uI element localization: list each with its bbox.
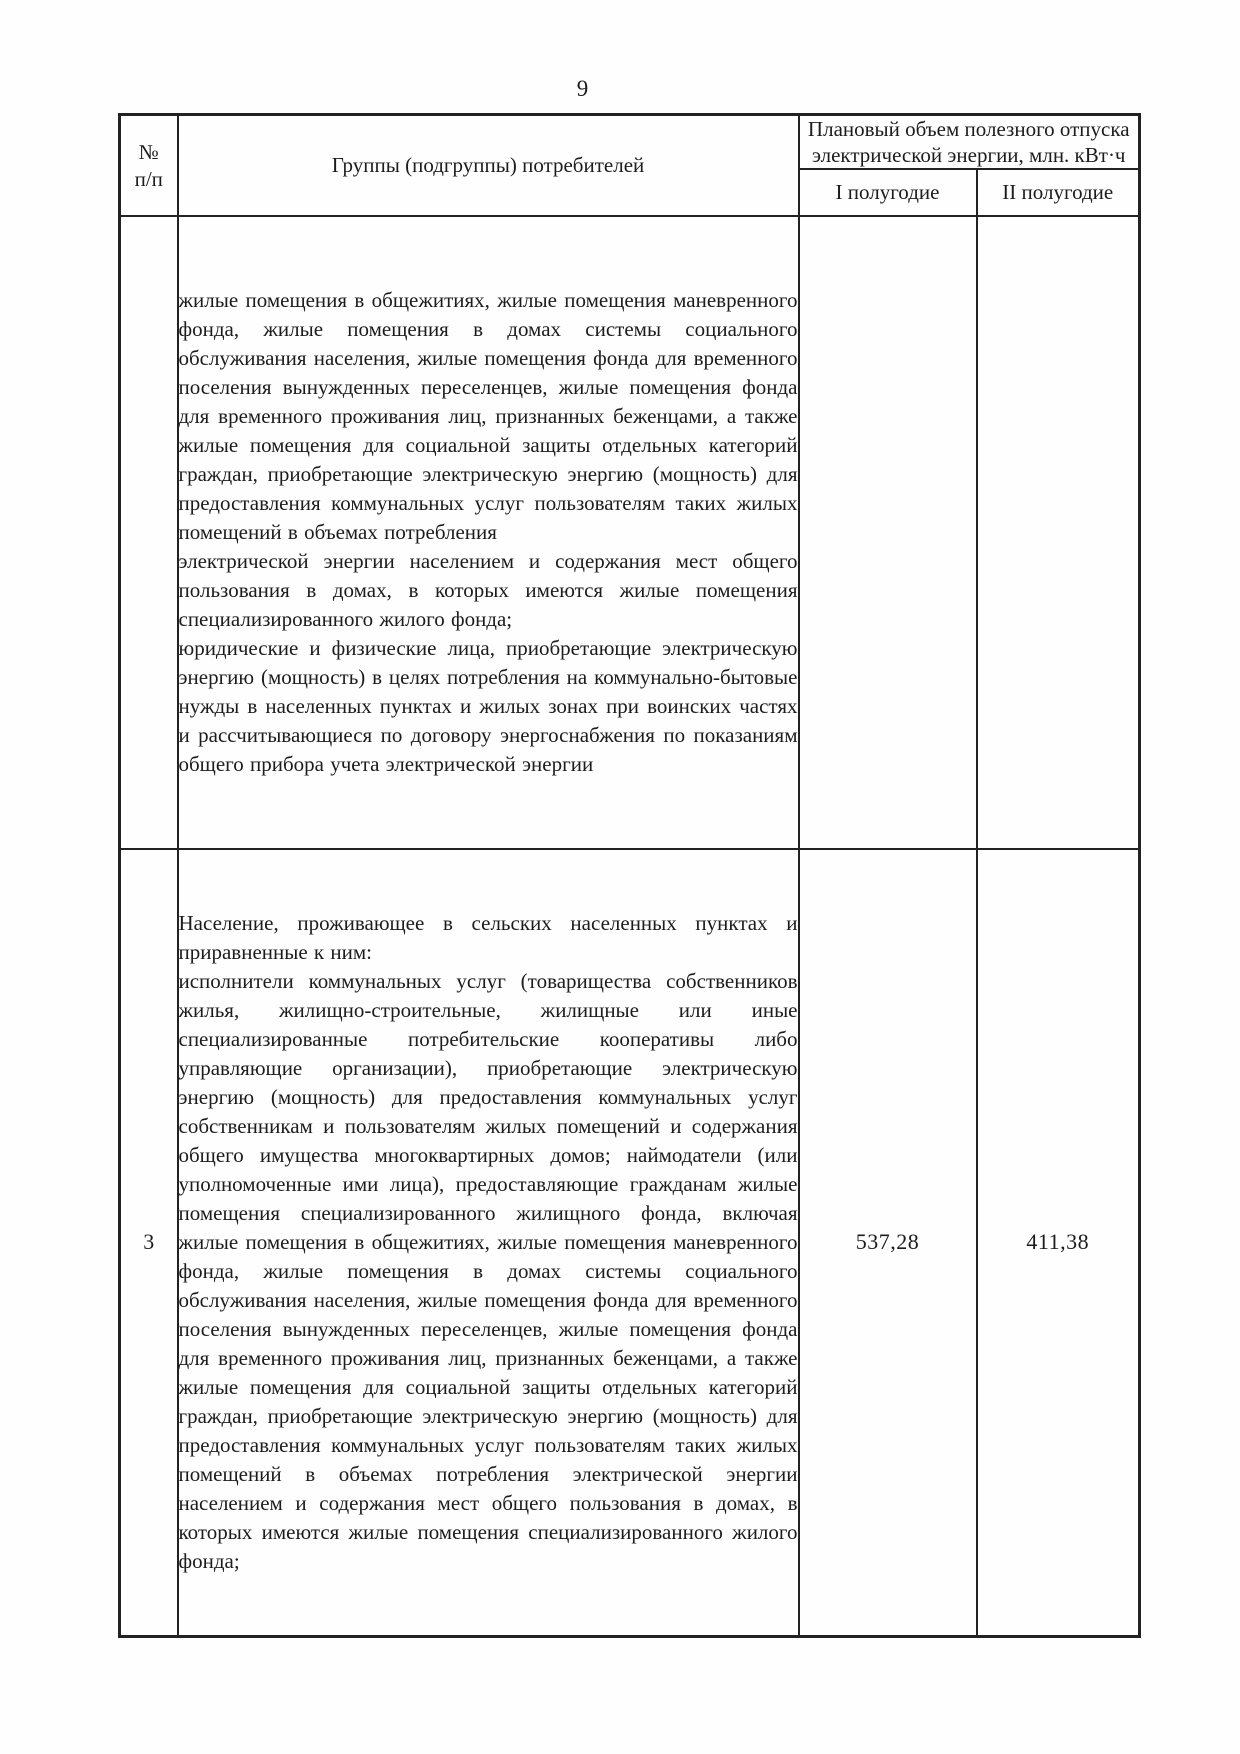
row3-paragraph-1: Население, проживающее в сельских населенных пунктах и приравненные к ним: (178, 910, 798, 964)
row3-num-cell: 3 (120, 849, 178, 1636)
table-body (120, 216, 1140, 1636)
table-row-3 (120, 849, 1140, 1636)
table-row-continuation (120, 216, 1140, 849)
row1-half1-value-cell (799, 216, 977, 849)
row1-paragraph-3: юридические и физические лица, приобретающие электрическую энергию (мощность) в целях потребления на коммунально-бытовые нужды в населенных пунктах и жилых зонах при воинских частях и рассчитывающиеся по договору энергоснабжения по показаниям общего прибора учета электрической энергии (178, 636, 798, 776)
row3-half1-value-cell: 537,28 (799, 849, 977, 1636)
row1-paragraph-2: электрической энергии населением и содержания мест общего пользования в домах, в которых имеются жилые помещения специализированного жилого фонда; (178, 549, 798, 631)
header-half1-cell: I полугодие (799, 169, 977, 216)
row1-num-cell (120, 216, 178, 849)
header-planned-volume-cell: Плановый объем полезного отпуска электрической энергии, млн. кВт·ч (799, 115, 1140, 170)
consumers-table (118, 113, 1141, 1638)
header-groups-cell: Группы (подгруппы) потребителей (178, 115, 799, 217)
header-num-line2: п/п (134, 166, 163, 191)
page-number: 9 (576, 76, 589, 101)
row3-half2-value-cell: 411,38 (977, 849, 1140, 1636)
row1-paragraph-1: жилые помещения в общежитиях, жилые помещения маневренного фонда, жилые помещения в домах системы социального обслуживания населения, жилые помещения фонда для временного поселения вынужденных переселенцев, жилые помещения фонда для временного проживания лиц, признанных беженцами, а также жилые помещения для социальной защиты отдельных категорий граждан, приобретающие электрическую энергию (мощность) для предоставления коммунальных услуг пользователям таких жилых помещений в объемах потребления (178, 288, 798, 544)
row1-group-text-cell (178, 216, 799, 849)
table-header (120, 115, 1140, 217)
header-num-cell (120, 115, 178, 217)
row3-group-text-cell (178, 849, 799, 1636)
row1-half2-value-cell (977, 216, 1140, 849)
header-half2-cell: II полугодие (977, 169, 1140, 216)
row3-paragraph-2: исполнители коммунальных услуг (товарищества собственников жилья, жилищно-строительные, жилищные или иные специализированные потребительские кооперативы либо управляющие организации), приобретающие электрическую энергию (мощность) для предоставления коммунальных услуг собственникам и пользователям жилых помещений и содержания общего имущества многоквартирных домов; наймодатели (или уполномоченные ими лица), предоставляющие гражданам жилые помещения специализированного жилищного фонда, включая жилые помещения в общежитиях, жилые помещения маневренного фонда, жилые помещения в домах системы социального обслуживания населения, жилые помещения фонда для временного поселения вынужденных переселенцев, жилые помещения фонда для временного проживания лиц, признанных беженцами, а также жилые помещения для социальной защиты отдельных категорий граждан, приобретающие электрическую энергию (мощность) для предоставления коммунальных услуг пользователям таких жилых помещений в объемах потребления электрической энергии населением и содержания мест общего пользования в домах, в которых имеются жилые помещения специализированного жилого фонда; (178, 968, 798, 1573)
header-num-line1: № (138, 139, 159, 164)
